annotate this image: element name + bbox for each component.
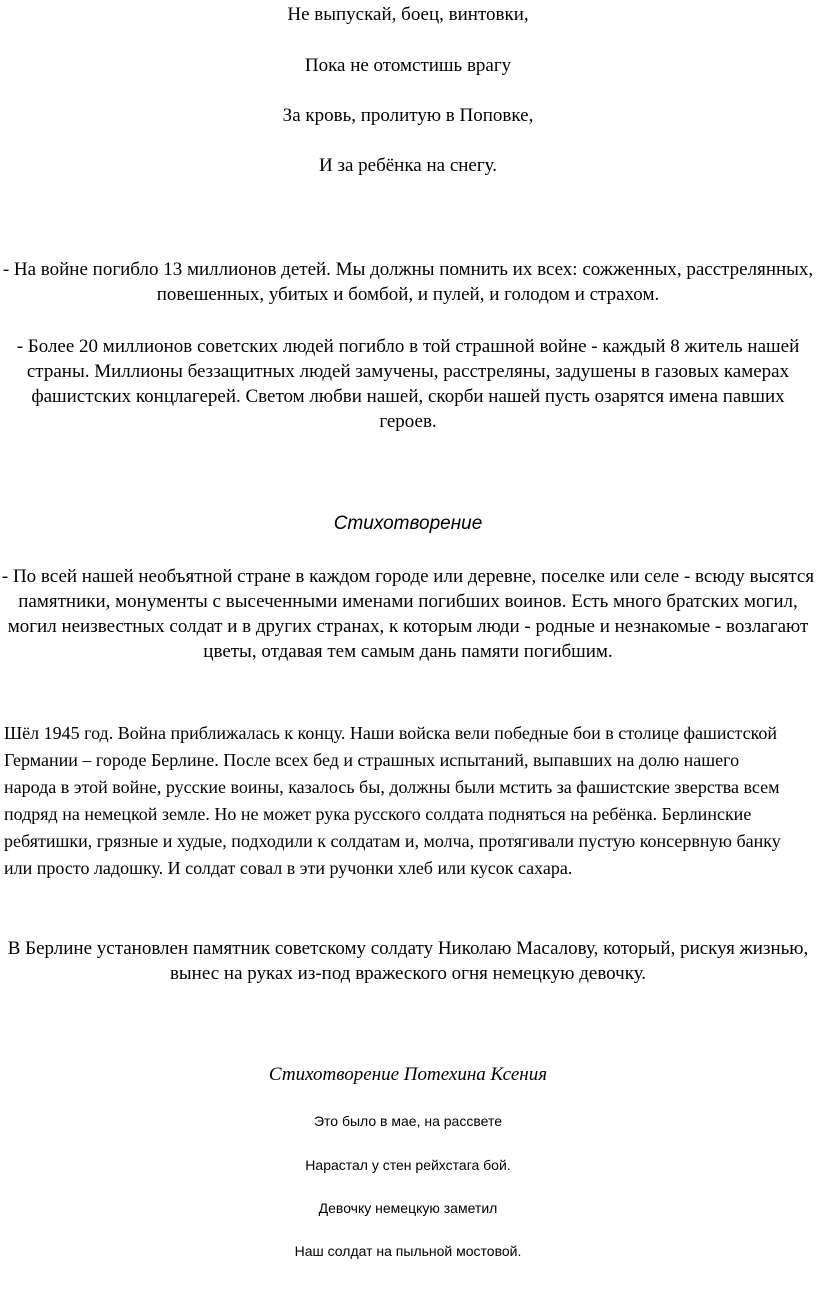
poem1-line-3: За кровь, пролитую в Поповке, xyxy=(282,105,534,126)
paragraph-twenty-million: - Более 20 миллионов советских людей погибло в той страшной войне - каждый 8 житель нашей страны. Миллионы беззащитных людей замучены, расстреляны, задушены в газовых камерах фашистских концлагерей. Светом любви нашей, скорби нашей пусть озарятся имена павших героев. xyxy=(16,336,800,432)
poem2-line-4: Наш солдат на пыльной мостовой. xyxy=(294,1243,522,1259)
paragraph-masalov: В Берлине установлен памятник советскому солдату Николаю Масалову, который, рискуя жизнью, вынес на руках из-под вражеского огня немецкую девочку. xyxy=(7,938,809,984)
paragraph-children-lost: - На войне погибло 13 миллионов детей. Мы должны помнить их всех: сожженных, расстрелянных, повешенных, убитых и бомбой, и пулей, и голодом и страхом. xyxy=(2,259,814,305)
paragraph-monuments: - По всей нашей необъятной стране в каждом городе или деревне, поселке или селе - всюду высятся памятники, монументы с высеченными именами погибших воинов. Есть много братских могил, могил неизвестных солдат и в других странах, к которым люди - родные и незнакомые - возлагают цветы, отдавая тем самым дань памяти погибшим. xyxy=(1,566,815,662)
paragraph-berlin-1945: Шёл 1945 год. Война приближалась к концу. Наши войска вели победные бои в столице фашистской Германии – городе Берлине. После всех бед и страшных испытаний, выпавших на долю нашего народа в этой войне, русские воины, казалось бы, должны были мстить за фашистские зверства всем подряд на немецкой земле. Но не может рука русского солдата подняться на ребёнка. Берлинские ребятишки, грязные и худые, подходили к солдатам и, молча, протягивали пустую консервную банку или просто ладошку. И солдат совал в эти ручонки хлеб или кусок сахара. xyxy=(4,723,781,878)
heading-poem-potekhina: Стихотворение Потехина Ксения xyxy=(268,1064,548,1085)
poem1-line-1: Не выпускай, боец, винтовки, xyxy=(287,4,529,25)
poem2-line-2: Нарастал у стен рейхстага бой. xyxy=(305,1157,511,1173)
poem1-line-2: Пока не отомстишь врагу xyxy=(304,55,512,76)
poem2-line-1: Это было в мае, на рассвете xyxy=(313,1113,502,1129)
heading-poem: Стихотворение xyxy=(333,513,483,534)
poem1-line-4: И за ребёнка на снегу. xyxy=(318,155,497,176)
poem2-line-3: Девочку немецкую заметил xyxy=(318,1200,498,1216)
